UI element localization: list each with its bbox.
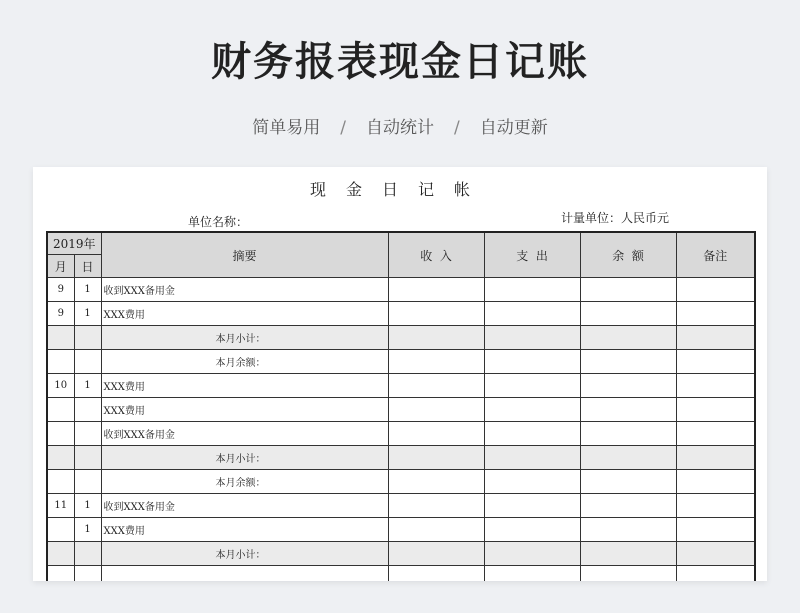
cell-income[interactable]	[388, 494, 484, 518]
cell-month[interactable]	[47, 542, 74, 566]
cell-day[interactable]: 1	[74, 278, 101, 302]
cell-day[interactable]	[74, 542, 101, 566]
table-row	[47, 374, 755, 398]
cell-income[interactable]	[388, 470, 484, 494]
cell-income[interactable]	[388, 398, 484, 422]
cell-balance[interactable]	[580, 278, 676, 302]
cell-month[interactable]: 9	[47, 278, 74, 302]
cell-balance[interactable]	[580, 350, 676, 374]
cell-month[interactable]	[47, 470, 74, 494]
cell-remark[interactable]	[676, 446, 755, 470]
header-day: 日	[74, 255, 101, 278]
cell-day[interactable]	[74, 398, 101, 422]
table-row	[47, 518, 755, 542]
subtitle-separator: /	[340, 118, 346, 138]
cell-remark[interactable]	[676, 470, 755, 494]
cell-day[interactable]: 1	[74, 494, 101, 518]
cell-remark[interactable]	[676, 374, 755, 398]
table-row	[47, 350, 755, 374]
cell-summary[interactable]: 本月小计：	[101, 542, 388, 566]
cell-expense[interactable]	[484, 302, 580, 326]
cell-balance[interactable]	[580, 446, 676, 470]
cell-day[interactable]	[74, 350, 101, 374]
cell-income[interactable]	[388, 326, 484, 350]
currency-unit-label: 计量单位：人民币元	[561, 211, 670, 225]
cell-summary[interactable]: XXX费用	[101, 518, 388, 542]
cell-balance[interactable]	[580, 326, 676, 350]
subtitle-item-auto-update: 自动更新	[479, 118, 548, 138]
subtitle-item-easy: 简单易用	[252, 118, 321, 138]
cell-day[interactable]	[74, 326, 101, 350]
cell-remark[interactable]	[676, 494, 755, 518]
table-row	[47, 494, 755, 518]
cell-month[interactable]	[47, 422, 74, 446]
cell-balance[interactable]	[580, 518, 676, 542]
cell-day[interactable]: 1	[74, 302, 101, 326]
cell-day[interactable]: 1	[74, 374, 101, 398]
cell-expense[interactable]	[484, 518, 580, 542]
cell-balance[interactable]	[580, 374, 676, 398]
cell-expense[interactable]	[484, 422, 580, 446]
cell-summary[interactable]: 收到XXX备用金	[101, 494, 388, 518]
cell-summary[interactable]: 收到XXX备用金	[101, 422, 388, 446]
cell-month[interactable]	[47, 566, 74, 582]
cell-month[interactable]	[47, 446, 74, 470]
cell-remark[interactable]	[676, 422, 755, 446]
cell-remark[interactable]	[676, 302, 755, 326]
cell-expense[interactable]	[484, 326, 580, 350]
cell-month[interactable]	[47, 518, 74, 542]
cell-expense[interactable]	[484, 278, 580, 302]
header-balance: 余 额	[580, 232, 676, 278]
cell-month[interactable]	[47, 350, 74, 374]
cell-remark[interactable]	[676, 350, 755, 374]
header-month: 月	[47, 255, 74, 278]
cell-summary[interactable]	[101, 566, 388, 582]
cell-summary[interactable]: 本月小计：	[101, 326, 388, 350]
cell-income[interactable]	[388, 374, 484, 398]
cell-month[interactable]	[47, 398, 74, 422]
cell-expense[interactable]	[484, 350, 580, 374]
cell-month[interactable]	[47, 326, 74, 350]
cell-summary[interactable]: 收到XXX备用金	[101, 278, 388, 302]
cell-summary[interactable]: XXX费用	[101, 302, 388, 326]
header-year: 2019年	[47, 232, 101, 255]
cell-remark[interactable]	[676, 542, 755, 566]
table-row	[47, 278, 755, 302]
cell-income[interactable]	[388, 302, 484, 326]
page-title: 财务报表现金日记账	[211, 39, 589, 85]
cell-remark[interactable]	[676, 326, 755, 350]
cell-expense[interactable]	[484, 494, 580, 518]
subtitle-bar	[0, 113, 800, 138]
cell-income[interactable]	[388, 566, 484, 582]
cell-day[interactable]	[74, 566, 101, 582]
sheet-title: 现金日记帐	[309, 180, 490, 199]
cell-month[interactable]: 10	[47, 374, 74, 398]
cell-balance[interactable]	[580, 566, 676, 582]
cell-balance[interactable]	[580, 542, 676, 566]
cell-balance[interactable]	[580, 422, 676, 446]
cell-expense[interactable]	[484, 374, 580, 398]
cell-income[interactable]	[388, 542, 484, 566]
cell-income[interactable]	[388, 278, 484, 302]
cell-summary[interactable]: 本月余额：	[101, 350, 388, 374]
cell-remark[interactable]	[676, 278, 755, 302]
cell-income[interactable]	[388, 518, 484, 542]
table-row	[47, 542, 755, 566]
cell-summary[interactable]: 本月小计：	[101, 446, 388, 470]
cell-balance[interactable]	[580, 302, 676, 326]
table-row	[47, 566, 755, 582]
cell-balance[interactable]	[580, 470, 676, 494]
header-remark: 备注	[676, 232, 755, 278]
header-expense: 支 出	[484, 232, 580, 278]
cell-remark[interactable]	[676, 398, 755, 422]
cell-balance[interactable]	[580, 494, 676, 518]
table-row	[47, 470, 755, 494]
cell-income[interactable]	[388, 422, 484, 446]
subtitle-item-auto-stat: 自动统计	[366, 118, 434, 138]
cell-summary[interactable]: XXX费用	[101, 374, 388, 398]
cell-income[interactable]	[388, 446, 484, 470]
cell-expense[interactable]	[484, 542, 580, 566]
header-summary: 摘要	[101, 232, 388, 278]
unit-name-label: 单位名称：	[188, 215, 249, 229]
cell-expense[interactable]	[484, 398, 580, 422]
cell-month[interactable]: 11	[47, 494, 74, 518]
cell-summary[interactable]: XXX费用	[101, 398, 388, 422]
cash-ledger-table	[46, 231, 756, 581]
cell-remark[interactable]	[676, 566, 755, 582]
cell-expense[interactable]	[484, 446, 580, 470]
cell-summary[interactable]: 本月余额：	[101, 470, 388, 494]
cell-month[interactable]: 9	[47, 302, 74, 326]
table-row	[47, 398, 755, 422]
table-row	[47, 446, 755, 470]
table-row	[47, 326, 755, 350]
table-row	[47, 422, 755, 446]
table-row	[47, 302, 755, 326]
cell-expense[interactable]	[484, 566, 580, 582]
cell-income[interactable]	[388, 350, 484, 374]
cell-day[interactable]	[74, 446, 101, 470]
cell-balance[interactable]	[580, 398, 676, 422]
cell-day[interactable]	[74, 470, 101, 494]
subtitle-separator: /	[454, 118, 460, 138]
cell-expense[interactable]	[484, 470, 580, 494]
ledger-sheet	[33, 167, 767, 581]
cell-day[interactable]	[74, 422, 101, 446]
ledger-body	[47, 278, 755, 582]
header-income: 收 入	[388, 232, 484, 278]
cell-day[interactable]: 1	[74, 518, 101, 542]
cell-remark[interactable]	[676, 518, 755, 542]
